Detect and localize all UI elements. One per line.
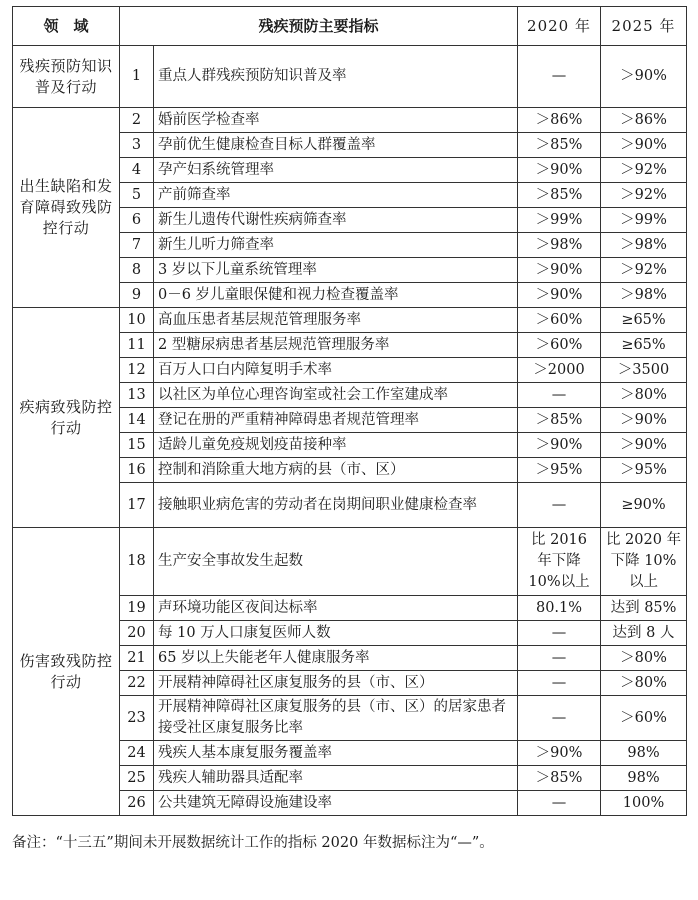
value-2020: 比 2016 年下降 10%以上 xyxy=(518,528,601,596)
value-2020: ＞90% xyxy=(518,741,601,766)
value-2020: 80.1% xyxy=(518,596,601,621)
value-2020: — xyxy=(518,46,601,108)
row-number: 16 xyxy=(120,458,154,483)
indicator-name: 新生儿听力筛查率 xyxy=(154,233,518,258)
indicator-name: 残疾人辅助器具适配率 xyxy=(154,766,518,791)
value-2020: ＞90% xyxy=(518,158,601,183)
value-2020: ＞85% xyxy=(518,133,601,158)
value-2020: ＞98% xyxy=(518,233,601,258)
indicator-name: 每 10 万人口康复医师人数 xyxy=(154,621,518,646)
value-2025: ≥65% xyxy=(601,308,687,333)
indicator-name: 适龄儿童免疫规划疫苗接种率 xyxy=(154,433,518,458)
indicator-name: 残疾人基本康复服务覆盖率 xyxy=(154,741,518,766)
row-number: 1 xyxy=(120,46,154,108)
value-2025: ＞92% xyxy=(601,258,687,283)
indicator-name: 以社区为单位心理咨询室或社会工作室建成率 xyxy=(154,383,518,408)
value-2025: ＞90% xyxy=(601,133,687,158)
domain-cell: 伤害致残防控行动 xyxy=(13,528,120,816)
indicator-name: 公共建筑无障碍设施建设率 xyxy=(154,791,518,816)
value-2025: ＞80% xyxy=(601,383,687,408)
value-2025: ＞60% xyxy=(601,696,687,741)
indicator-name: 0－6 岁儿童眼保健和视力检查覆盖率 xyxy=(154,283,518,308)
indicator-name: 重点人群残疾预防知识普及率 xyxy=(154,46,518,108)
indicator-name: 开展精神障碍社区康复服务的县（市、区）的居家患者接受社区康复服务比率 xyxy=(154,696,518,741)
value-2025: ＞92% xyxy=(601,158,687,183)
value-2020: ＞99% xyxy=(518,208,601,233)
value-2020: — xyxy=(518,791,601,816)
indicator-name: 高血压患者基层规范管理服务率 xyxy=(154,308,518,333)
indicator-name: 孕前优生健康检查目标人群覆盖率 xyxy=(154,133,518,158)
row-number: 3 xyxy=(120,133,154,158)
row-number: 2 xyxy=(120,108,154,133)
value-2025: 98% xyxy=(601,741,687,766)
domain-cell: 出生缺陷和发育障碍致残防控行动 xyxy=(13,108,120,308)
indicator-name: 3 岁以下儿童系统管理率 xyxy=(154,258,518,283)
footnote: 备注：“十三五”期间未开展数据统计工作的指标 2020 年数据标注为“—”。 xyxy=(12,835,494,851)
value-2025: 达到 85% xyxy=(601,596,687,621)
row-number: 20 xyxy=(120,621,154,646)
header-row xyxy=(13,7,687,46)
row-number: 5 xyxy=(120,183,154,208)
value-2025: ＞98% xyxy=(601,233,687,258)
indicator-name: 控制和消除重大地方病的县（市、区） xyxy=(154,458,518,483)
value-2020: ＞60% xyxy=(518,333,601,358)
indicator-name: 2 型糖尿病患者基层规范管理服务率 xyxy=(154,333,518,358)
value-2025: ＞92% xyxy=(601,183,687,208)
indicator-name: 登记在册的严重精神障碍患者规范管理率 xyxy=(154,408,518,433)
value-2025: ＞90% xyxy=(601,408,687,433)
row-number: 15 xyxy=(120,433,154,458)
value-2020: ＞90% xyxy=(518,283,601,308)
table-row xyxy=(13,528,687,596)
row-number: 7 xyxy=(120,233,154,258)
table-row xyxy=(13,308,687,333)
header-domain: 领 域 xyxy=(13,7,120,46)
value-2025: 98% xyxy=(601,766,687,791)
value-2020: ＞86% xyxy=(518,108,601,133)
value-2020: ＞90% xyxy=(518,433,601,458)
table-row xyxy=(13,108,687,133)
value-2020: ＞95% xyxy=(518,458,601,483)
indicator-name: 新生儿遗传代谢性疾病筛查率 xyxy=(154,208,518,233)
row-number: 13 xyxy=(120,383,154,408)
indicator-name: 百万人口白内障复明手术率 xyxy=(154,358,518,383)
header-year-2020: 2020 年 xyxy=(518,7,601,46)
value-2020: ＞85% xyxy=(518,183,601,208)
value-2025: ＞80% xyxy=(601,646,687,671)
value-2025: ＞90% xyxy=(601,46,687,108)
table-row xyxy=(13,46,687,108)
indicator-name: 接触职业病危害的劳动者在岗期间职业健康检查率 xyxy=(154,483,518,528)
row-number: 12 xyxy=(120,358,154,383)
value-2025: ＞80% xyxy=(601,671,687,696)
row-number: 17 xyxy=(120,483,154,528)
domain-cell: 疾病致残防控行动 xyxy=(13,308,120,528)
value-2020: — xyxy=(518,621,601,646)
value-2025: ＞95% xyxy=(601,458,687,483)
value-2025: 100% xyxy=(601,791,687,816)
indicator-name: 65 岁以上失能老年人健康服务率 xyxy=(154,646,518,671)
row-number: 11 xyxy=(120,333,154,358)
row-number: 9 xyxy=(120,283,154,308)
value-2020: — xyxy=(518,646,601,671)
indicators-table xyxy=(12,6,687,816)
row-number: 4 xyxy=(120,158,154,183)
value-2025: ＞98% xyxy=(601,283,687,308)
value-2025: 比 2020 年下降 10%以上 xyxy=(601,528,687,596)
value-2020: ＞2000 xyxy=(518,358,601,383)
value-2020: ＞85% xyxy=(518,408,601,433)
domain-cell: 残疾预防知识普及行动 xyxy=(13,46,120,108)
value-2025: ≥90% xyxy=(601,483,687,528)
row-number: 21 xyxy=(120,646,154,671)
value-2025: ＞99% xyxy=(601,208,687,233)
row-number: 18 xyxy=(120,528,154,596)
value-2025: ＞86% xyxy=(601,108,687,133)
value-2020: ＞90% xyxy=(518,258,601,283)
value-2020: ＞85% xyxy=(518,766,601,791)
row-number: 19 xyxy=(120,596,154,621)
row-number: 14 xyxy=(120,408,154,433)
value-2025: ≥65% xyxy=(601,333,687,358)
value-2025: ＞3500 xyxy=(601,358,687,383)
row-number: 10 xyxy=(120,308,154,333)
row-number: 22 xyxy=(120,671,154,696)
row-number: 23 xyxy=(120,696,154,741)
header-year-2025: 2025 年 xyxy=(601,7,687,46)
row-number: 8 xyxy=(120,258,154,283)
value-2020: — xyxy=(518,696,601,741)
value-2020: — xyxy=(518,483,601,528)
value-2020: — xyxy=(518,671,601,696)
indicator-name: 产前筛查率 xyxy=(154,183,518,208)
indicator-name: 开展精神障碍社区康复服务的县（市、区） xyxy=(154,671,518,696)
value-2025: ＞90% xyxy=(601,433,687,458)
row-number: 6 xyxy=(120,208,154,233)
value-2025: 达到 8 人 xyxy=(601,621,687,646)
row-number: 24 xyxy=(120,741,154,766)
indicator-name: 生产安全事故发生起数 xyxy=(154,528,518,596)
indicator-name: 孕产妇系统管理率 xyxy=(154,158,518,183)
indicator-name: 婚前医学检查率 xyxy=(154,108,518,133)
header-indicator: 残疾预防主要指标 xyxy=(120,7,518,46)
value-2020: ＞60% xyxy=(518,308,601,333)
row-number: 25 xyxy=(120,766,154,791)
indicator-name: 声环境功能区夜间达标率 xyxy=(154,596,518,621)
value-2020: — xyxy=(518,383,601,408)
row-number: 26 xyxy=(120,791,154,816)
